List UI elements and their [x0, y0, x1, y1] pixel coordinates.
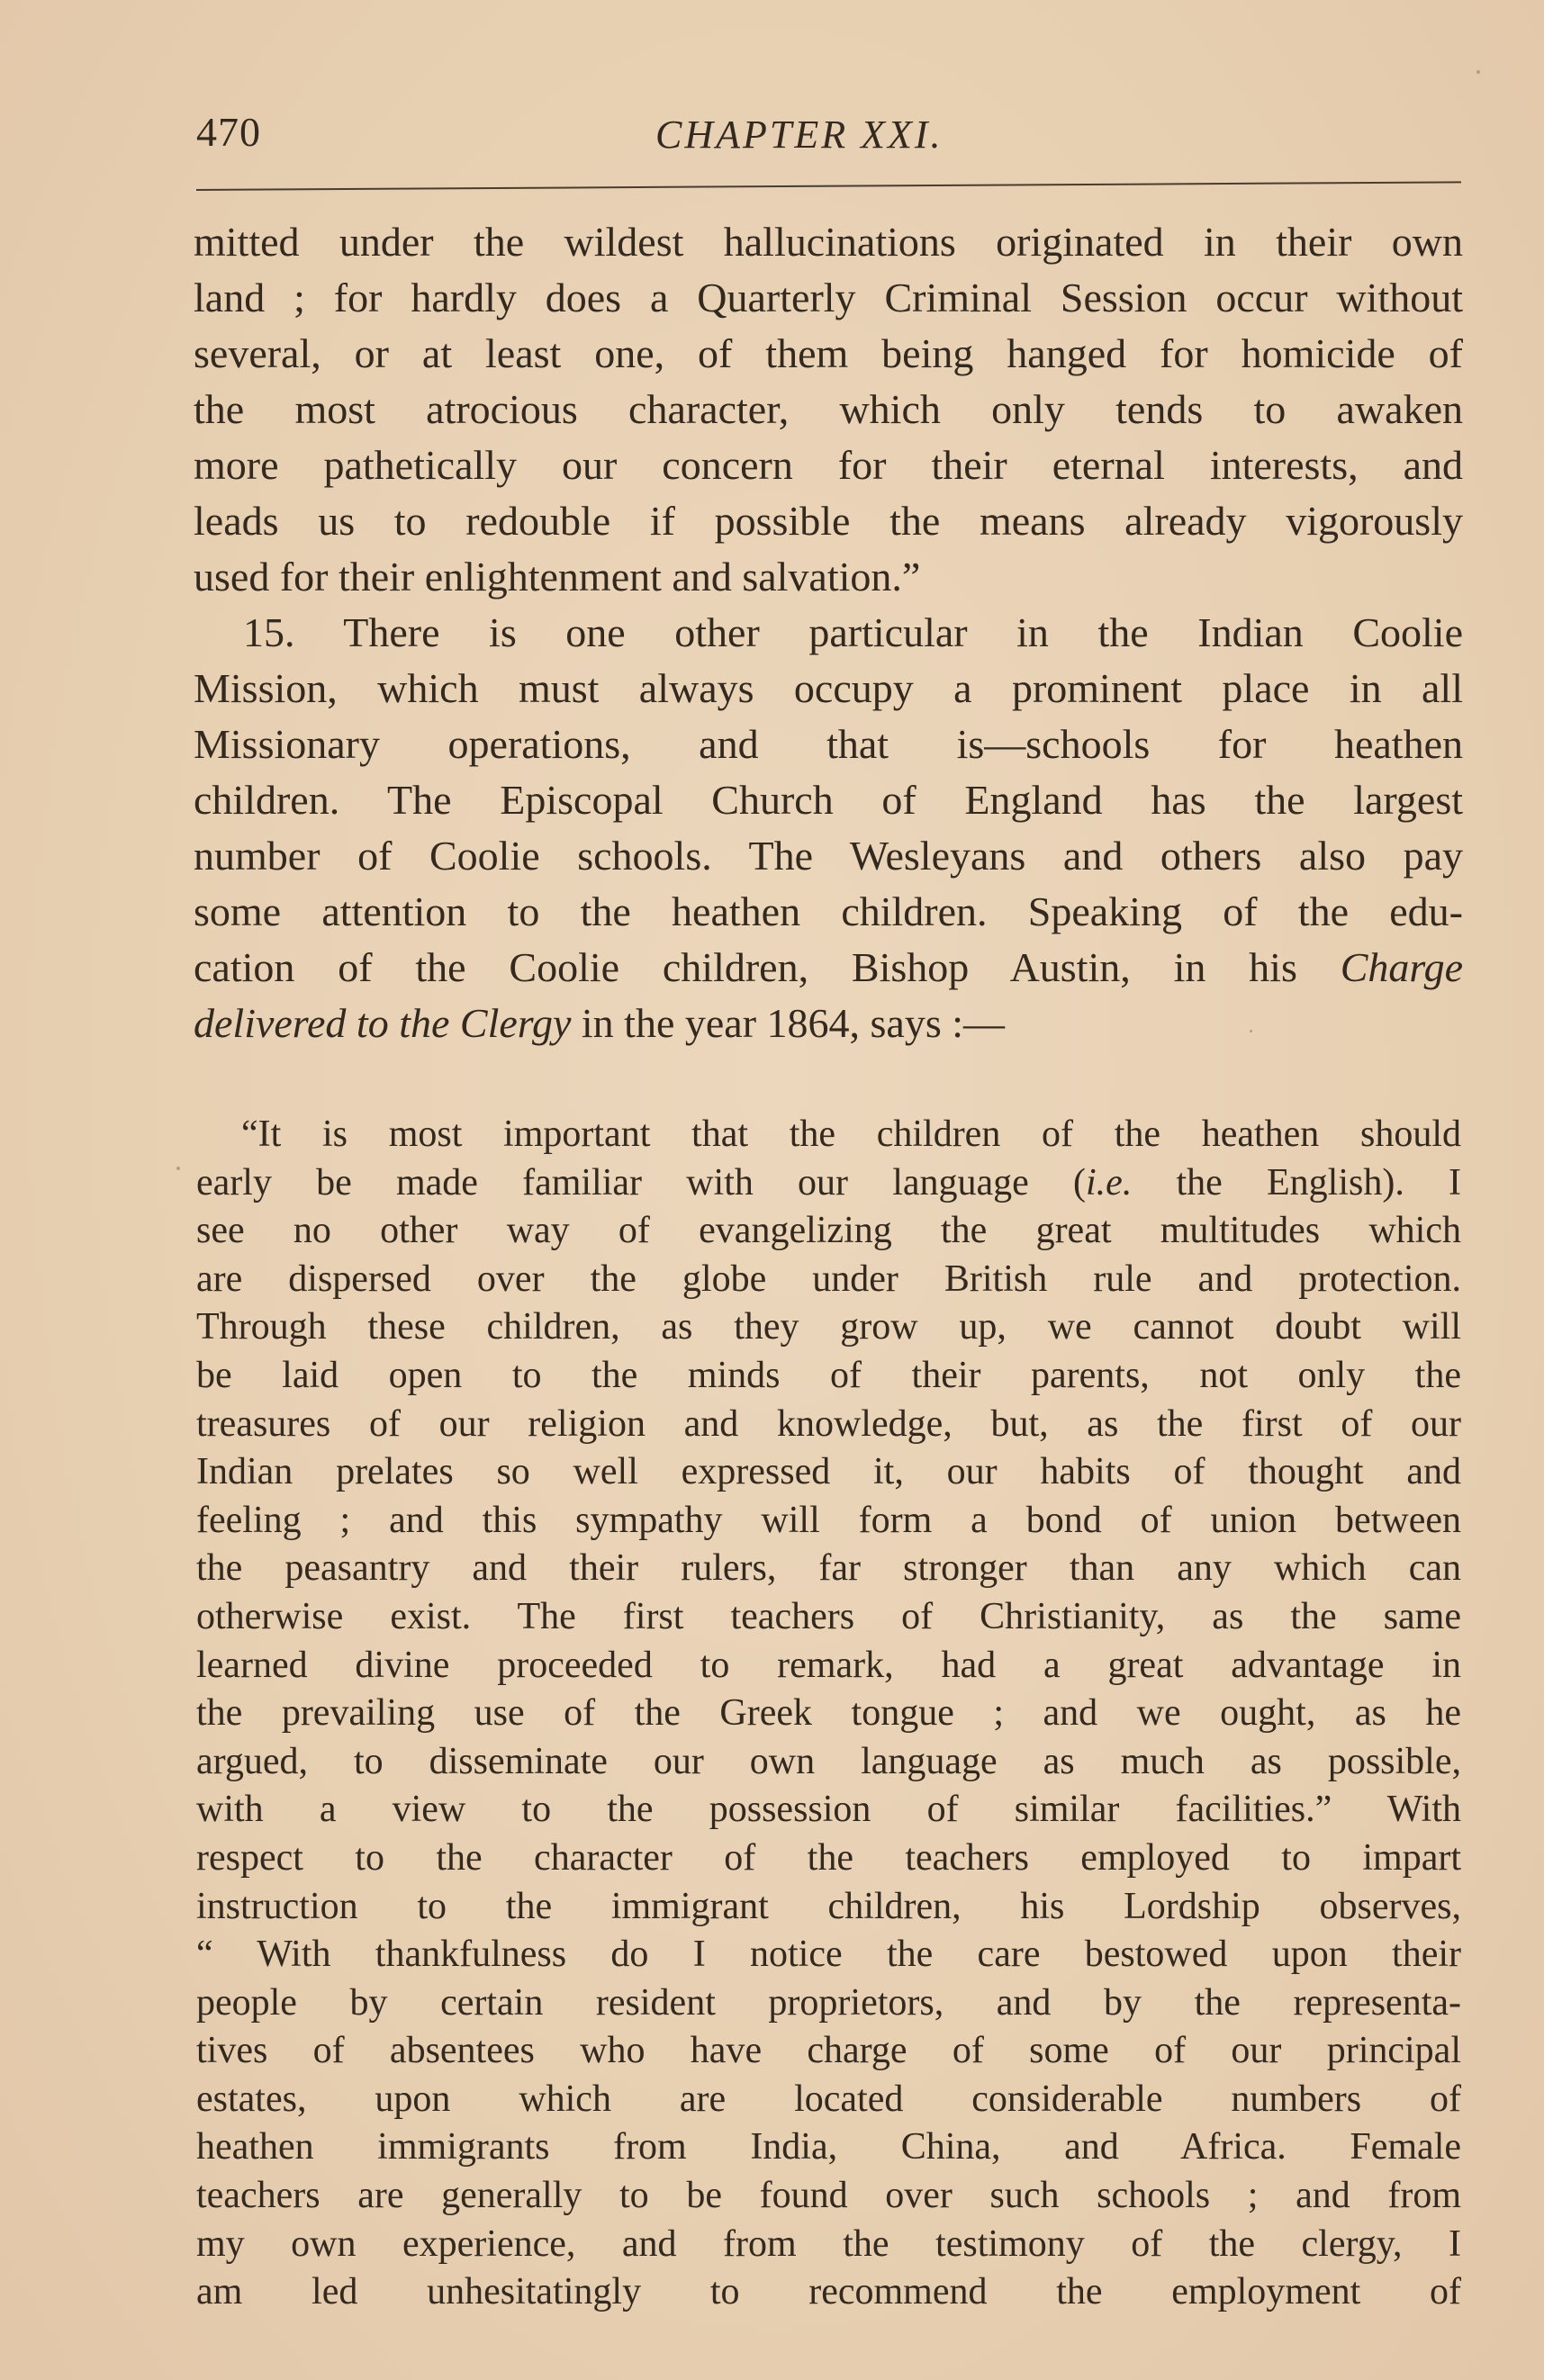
quote-line: argued, to disseminate our own language as much as possible,: [196, 1740, 1461, 1782]
quote-line: feeling ; and this sympathy will form a bond of union between: [196, 1499, 1461, 1541]
text-segment: early be made familiar with our language (: [196, 1161, 1087, 1204]
paper-speck: [176, 1167, 180, 1170]
quote-line: treasures of our religion and knowledge, but, as the first of our: [196, 1402, 1461, 1445]
text-line: used for their enlightenment and salvation.”: [194, 554, 921, 600]
main-text: [194, 214, 1463, 1051]
italic-title: delivered to the Clergy: [194, 1000, 572, 1046]
quote-line: otherwise exist. The first teachers of Christianity, as the same: [196, 1595, 1461, 1637]
quote-line: estates, upon which are located considerable numbers of: [196, 2078, 1461, 2120]
page-number: 470: [196, 109, 261, 155]
quote-line: teachers are generally to be found over such schools ; and from: [196, 2175, 1461, 2217]
quote-line: Through these children, as they grow up, we cannot doubt will: [196, 1306, 1461, 1348]
paragraph-continuation: [194, 214, 1463, 605]
quote-line: people by certain resident proprietors, and by the representa-: [196, 1981, 1461, 2024]
text-line: leads us to redouble if possible the means already vigorously: [194, 498, 1463, 544]
text-line: 15. There is one other particular in the Indian Coolie: [243, 609, 1463, 655]
quote-line: see no other way of evangelizing the great multitudes which: [196, 1210, 1461, 1252]
text-segment: the English). I: [1132, 1161, 1462, 1204]
text-line: more pathetically our concern for their eternal interests, and: [194, 442, 1463, 488]
text-segment: in the year 1864, says :—: [571, 1000, 1006, 1046]
running-head: CHAPTER XXI.: [655, 113, 944, 157]
quote-line: the peasantry and their rulers, far stronger than any which can: [196, 1547, 1461, 1590]
quote-line: instruction to the immigrant children, his Lordship observes,: [196, 1885, 1461, 1927]
quote-line: be laid open to the minds of their parents, not only the: [196, 1354, 1461, 1396]
text-line: the most atrocious character, which only tends to awaken: [194, 386, 1463, 432]
quote-line: respect to the character of the teachers employed to impart: [196, 1836, 1461, 1879]
quote-line: with a view to the possession of similar facilities.” With: [196, 1789, 1461, 1831]
quote-line: [196, 1159, 1461, 1208]
text-line: children. The Episcopal Church of England has the largest: [194, 777, 1463, 823]
text-line: [194, 996, 1463, 1051]
quote-line: learned divine proceeded to remark, had a great advantage in: [196, 1644, 1461, 1686]
text-segment: cation of the Coolie children, Bishop Austin, in his: [194, 944, 1297, 990]
italic-abbrev: i.e.: [1086, 1161, 1133, 1204]
paper-speck: [1476, 70, 1480, 74]
header-rule: [196, 181, 1461, 191]
quote-line: heathen immigrants from India, China, and Africa. Female: [196, 2126, 1461, 2168]
text-line: [194, 940, 1463, 996]
text-line: number of Coolie schools. The Wesleyans and others also pay: [194, 833, 1463, 879]
text-line: land ; for hardly does a Quarterly Criminal Session occur without: [194, 275, 1463, 320]
text-line: Mission, which must always occupy a prominent place in all: [194, 665, 1463, 711]
quote-line: the prevailing use of the Greek tongue ; and we ought, as he: [196, 1692, 1461, 1735]
block-quote: [196, 1111, 1461, 2317]
text-line: Missionary operations, and that is—schools for heathen: [194, 721, 1463, 767]
quote-line: am led unhesitatingly to recommend the employment of: [196, 2271, 1461, 2313]
italic-title: Charge: [1340, 944, 1463, 990]
quote-line: “It is most important that the children of the heathen should: [241, 1113, 1461, 1155]
text-line: some attention to the heathen children. Speaking of the edu-: [194, 888, 1463, 934]
quote-line: tives of absentees who have charge of some of our principal: [196, 2030, 1461, 2072]
quote-line: my own experience, and from the testimony of the clergy, I: [196, 2222, 1461, 2265]
quote-line: “ With thankfulness do I notice the care bestowed upon their: [196, 1934, 1461, 1976]
quote-line: Indian prelates so well expressed it, our habits of thought and: [196, 1451, 1461, 1493]
paper-speck: [1250, 1030, 1252, 1032]
text-line: several, or at least one, of them being hanged for homicide of: [194, 330, 1463, 376]
paragraph-15: [194, 605, 1463, 1051]
quote-line: are dispersed over the globe under British rule and protection.: [196, 1258, 1461, 1300]
page-header: [196, 108, 1466, 171]
text-line: mitted under the wildest hallucinations originated in their own: [194, 219, 1463, 265]
